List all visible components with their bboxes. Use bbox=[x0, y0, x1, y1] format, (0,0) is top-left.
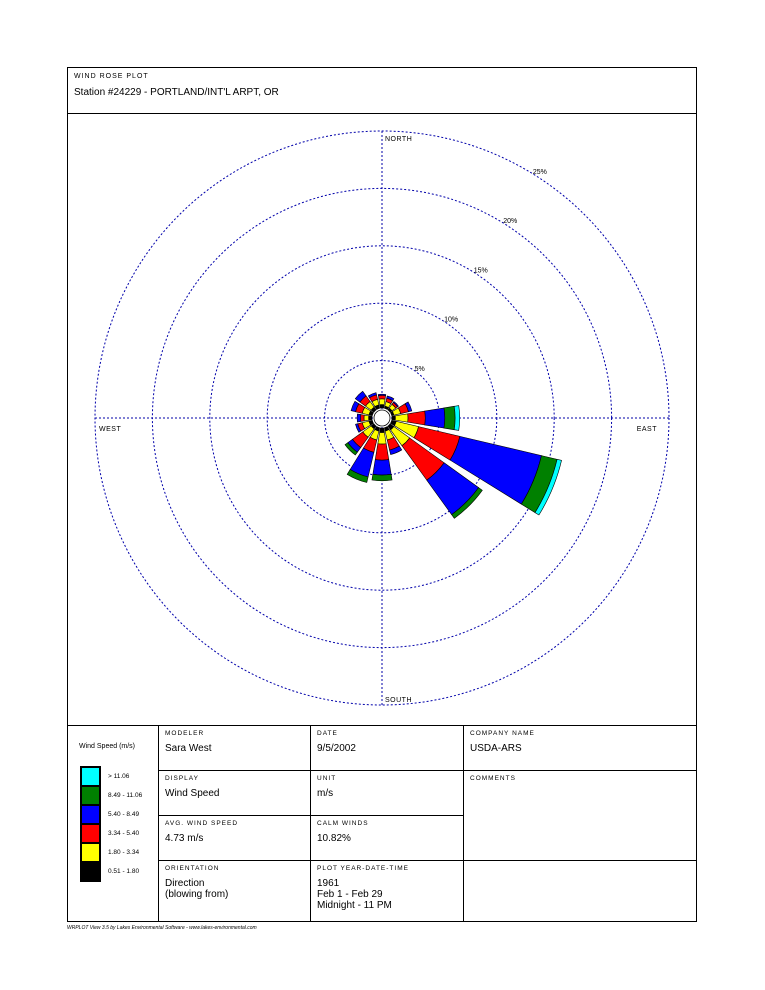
plot-time-label: PLOT YEAR-DATE-TIME bbox=[317, 865, 409, 872]
legend-label: 5.40 - 8.49 bbox=[108, 811, 140, 818]
petal-0-bin-0 bbox=[380, 405, 384, 409]
petal-270-bin-2 bbox=[361, 415, 365, 422]
date-cell bbox=[311, 726, 464, 771]
legend-swatch bbox=[81, 824, 100, 843]
display-value: Wind Speed bbox=[165, 788, 220, 799]
plot-header bbox=[68, 68, 696, 114]
petal-90-bin-3 bbox=[425, 408, 445, 428]
display-label: DISPLAY bbox=[165, 775, 199, 782]
plot-type-title: WIND ROSE PLOT bbox=[74, 73, 149, 80]
petal-180-bin-1 bbox=[378, 432, 386, 444]
orientation-cell bbox=[159, 861, 311, 922]
legend-swatch bbox=[81, 786, 100, 805]
blank-cell bbox=[464, 861, 696, 922]
comments-label: COMMENTS bbox=[470, 775, 516, 782]
avg-speed-cell bbox=[159, 816, 311, 861]
wind-rose-plot-area bbox=[68, 113, 696, 725]
petal-90-bin-0 bbox=[392, 416, 396, 420]
petal-0-bin-1 bbox=[379, 399, 385, 405]
ring-label-15: 15% bbox=[473, 267, 488, 275]
petal-180-bin-4 bbox=[372, 474, 392, 480]
date-value: 9/5/2002 bbox=[317, 743, 356, 754]
unit-cell bbox=[311, 771, 464, 816]
ring-label-10: 10% bbox=[444, 316, 459, 324]
plot-year: 1961 bbox=[317, 878, 340, 889]
petal-270-bin-1 bbox=[364, 415, 369, 421]
legend-swatch bbox=[81, 805, 100, 824]
legend-swatch bbox=[81, 843, 100, 862]
ring-label-25: 25% bbox=[532, 168, 547, 176]
petal-90-bin-5 bbox=[454, 406, 460, 431]
petal-180-bin-0 bbox=[380, 428, 385, 433]
legend-panel bbox=[68, 726, 159, 922]
comments-cell bbox=[464, 771, 696, 861]
petal-90-bin-1 bbox=[395, 414, 408, 422]
legend-swatch bbox=[81, 862, 100, 881]
company-label: COMPANY NAME bbox=[470, 730, 535, 737]
petal-180-bin-3 bbox=[373, 460, 391, 475]
avg-speed-value: 4.73 m/s bbox=[165, 833, 204, 844]
compass-north-label: NORTH bbox=[385, 136, 413, 143]
calm-winds-value: 10.82% bbox=[317, 833, 351, 844]
legend-label: 8.49 - 11.06 bbox=[108, 792, 143, 799]
legend-label: 1.80 - 3.34 bbox=[108, 849, 140, 856]
unit-label: UNIT bbox=[317, 775, 337, 782]
compass-south-label: SOUTH bbox=[385, 697, 412, 704]
petal-0-bin-3 bbox=[378, 394, 386, 395]
petal-90-bin-4 bbox=[444, 406, 455, 429]
station-title: Station #24229 - PORTLAND/INT'L ARPT, OR bbox=[74, 87, 279, 98]
calm-winds-cell bbox=[311, 816, 464, 861]
orientation-value-1: Direction bbox=[165, 878, 205, 889]
petal-270-bin-3 bbox=[357, 414, 361, 422]
petal-0-bin-2 bbox=[378, 395, 385, 399]
unit-value: m/s bbox=[317, 788, 334, 799]
legend-label: > 11.06 bbox=[108, 773, 130, 780]
orientation-label: ORIENTATION bbox=[165, 865, 220, 872]
legend-swatch bbox=[81, 767, 100, 786]
software-footer: WRPLOT View 3.5 by Lakes Environmental Software - www.lakes-environmental.com bbox=[67, 925, 257, 931]
plot-hours: Midnight - 11 PM bbox=[317, 900, 392, 911]
plot-time-cell bbox=[311, 861, 464, 922]
calm-center-circle bbox=[374, 410, 390, 426]
ring-label-20: 20% bbox=[503, 218, 518, 226]
orientation-value-2: (blowing from) bbox=[165, 889, 229, 900]
modeler-value: Sara West bbox=[165, 743, 212, 754]
compass-west-label: WEST bbox=[99, 426, 122, 433]
legend-title: Wind Speed (m/s) bbox=[79, 743, 136, 750]
ring-label-5: 5% bbox=[414, 365, 425, 373]
modeler-cell bbox=[159, 726, 311, 771]
petal-90-bin-2 bbox=[408, 411, 426, 425]
modeler-label: MODELER bbox=[165, 730, 205, 737]
wind-rose-frame bbox=[67, 67, 697, 922]
avg-speed-label: AVG. WIND SPEED bbox=[165, 820, 239, 827]
date-label: DATE bbox=[317, 730, 338, 737]
plot-dates: Feb 1 - Feb 29 bbox=[317, 889, 383, 900]
petal-270-bin-0 bbox=[369, 416, 373, 420]
info-panel bbox=[68, 725, 696, 922]
compass-east-label: EAST bbox=[636, 426, 657, 433]
company-cell bbox=[464, 726, 696, 771]
legend-label: 0.51 - 1.80 bbox=[108, 868, 140, 875]
legend-label: 3.34 - 5.40 bbox=[108, 830, 140, 837]
company-value: USDA-ARS bbox=[470, 743, 522, 754]
wind-rose-chart bbox=[68, 113, 696, 725]
petal-180-bin-2 bbox=[375, 444, 389, 460]
calm-winds-label: CALM WINDS bbox=[317, 820, 369, 827]
display-cell bbox=[159, 771, 311, 816]
